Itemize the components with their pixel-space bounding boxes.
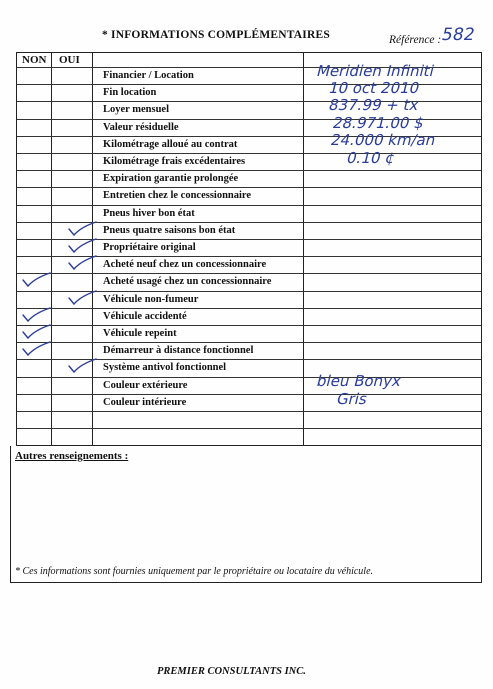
checkmark-non-icon (21, 341, 47, 355)
reference-label: Référence : (389, 34, 442, 46)
handwritten-value: 28.971.00 $ (330, 113, 427, 132)
reference-value-handwritten: 582 (439, 25, 477, 45)
checkmark-non-icon (21, 307, 47, 321)
table-row (17, 257, 481, 274)
handwritten-value: Gris (334, 389, 370, 408)
table-row (17, 389, 481, 412)
row-label: Kilométrage alloué au contrat (103, 138, 238, 150)
row-label: Fin location (103, 87, 157, 99)
row-label: Couleur intérieure (103, 396, 187, 408)
handwritten-value: Meridien Infiniti (314, 62, 437, 80)
handwritten-value: 0.10 ¢ (344, 149, 398, 167)
row-label: Véhicule non-fumeur (103, 293, 199, 305)
table-row (17, 412, 481, 429)
table-row (17, 292, 481, 309)
handwritten-value: 10 oct 2010 (326, 79, 422, 98)
table-row (17, 130, 481, 154)
company-name: PREMIER CONSULTANTS INC. (157, 666, 306, 677)
checkmark-oui-icon (67, 255, 93, 269)
checkmark-oui-icon (67, 238, 93, 252)
row-label: Loyer mensuel (103, 104, 170, 116)
table-row (17, 171, 481, 188)
row-label: Financier / Location (103, 70, 194, 81)
row-label: Couleur extérieure (103, 379, 188, 391)
row-label: Véhicule repeint (103, 328, 177, 339)
table-row (17, 371, 481, 395)
row-label: Acheté usagé chez un concessionnaire (103, 276, 272, 288)
form-header (0, 0, 493, 50)
row-label: Entretien chez le concessionnaire (103, 190, 252, 202)
handwritten-value: 837.99 + tx (326, 96, 421, 115)
table-row (17, 429, 481, 446)
other-info-section (10, 446, 482, 583)
table-row (17, 188, 481, 205)
checkmark-oui-icon (67, 221, 93, 235)
row-label: Acheté neuf chez un concessionnaire (103, 259, 267, 271)
row-label: Pneus quatre saisons bon état (103, 224, 236, 236)
row-label: Démarreur à distance fonctionnel (103, 345, 254, 357)
row-label: Véhicule accidenté (103, 310, 187, 322)
checkmark-non-icon (21, 324, 47, 338)
row-label: Kilométrage frais excédentaires (103, 156, 246, 167)
checkmark-non-icon (21, 272, 47, 286)
row-label: Pneus hiver bon état (103, 207, 195, 219)
table-row (17, 360, 481, 377)
other-info-title: Autres renseignements : (15, 450, 129, 462)
col-header-oui: OUI (59, 54, 80, 66)
table-row (17, 326, 481, 343)
table-row (17, 149, 481, 171)
col-header-non: NON (22, 54, 47, 66)
footnote: * Ces informations sont fournies uniquement par le propriétaire ou locataire du véhicule. (15, 566, 374, 577)
table-row (17, 309, 481, 326)
row-label: Expiration garantie prolongée (103, 173, 239, 185)
checkmark-oui-icon (67, 290, 93, 304)
row-label: Propriétaire original (103, 242, 196, 253)
row-label: Valeur résiduelle (103, 121, 179, 133)
handwritten-value: 24.000 km/an (328, 130, 438, 149)
row-label: Système antivol fonctionnel (103, 362, 227, 374)
handwritten-value: bleu Bonyx (314, 371, 404, 390)
vehicle-info-table (16, 52, 482, 446)
checkmark-oui-icon (67, 358, 93, 372)
form-title: * INFORMATIONS COMPLÉMENTAIRES (102, 29, 330, 41)
